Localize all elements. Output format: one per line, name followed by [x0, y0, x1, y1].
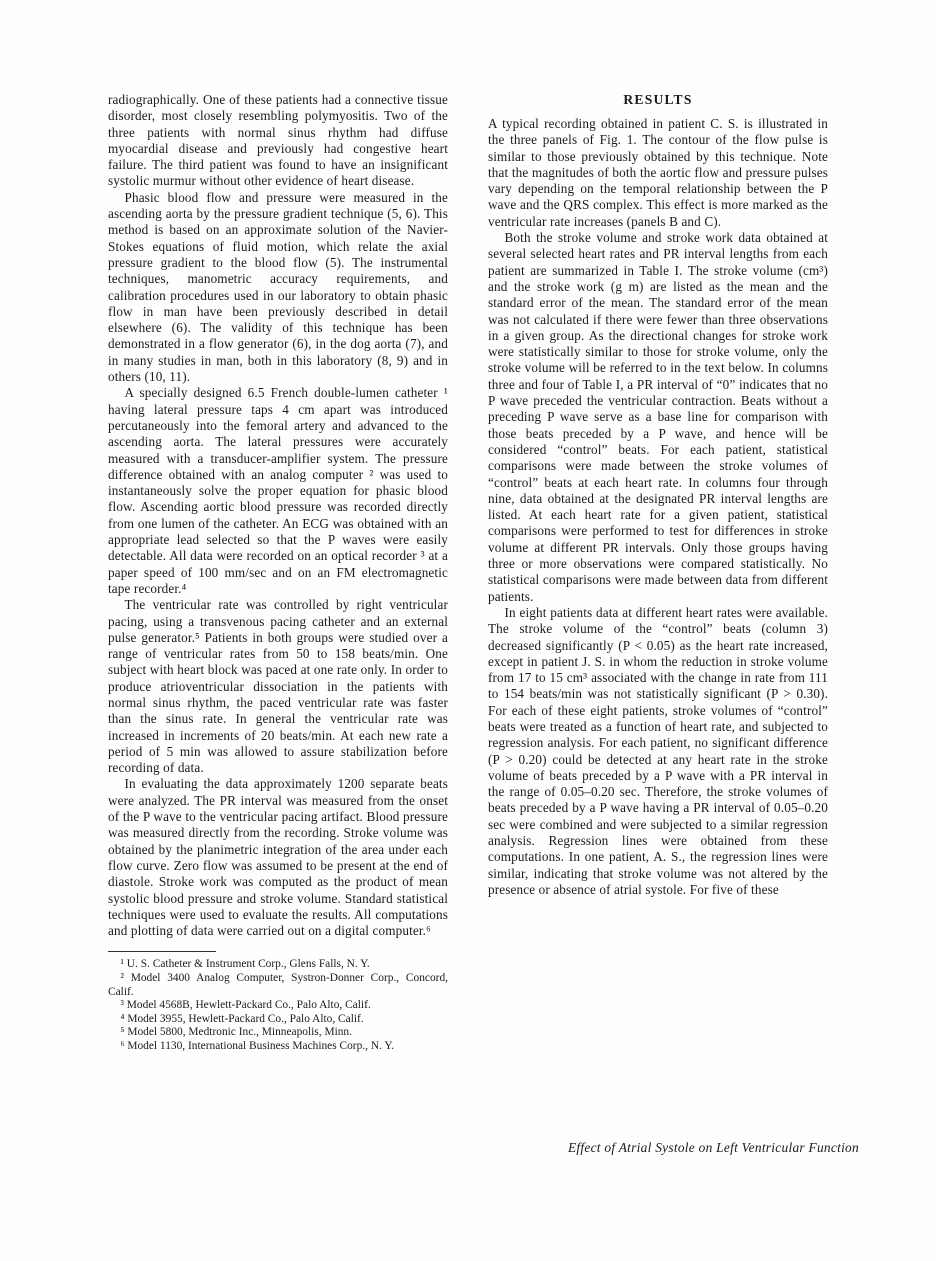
paragraph: A specially designed 6.5 French double-lumen catheter ¹ having lateral pressure taps 4 cm apart was introduced percutaneously into the femoral artery and advanced to the ascending aorta. The lateral pressures were accurately measured with a transducer-amplifier system. The pressure difference obtained with an analog computer ² was used to instantaneously solve the proper equation for phasic blood flow. Ascending aortic blood pressure was recorded directly from one lumen of the catheter. An ECG was obtained with an appropriate lead selected so that the P waves were easily detectable. All data were recorded on an optical recorder ³ at a paper speed of 100 mm/sec and on an FM electromagnetic tape recorder.⁴ — [108, 385, 448, 596]
left-column — [108, 92, 448, 1054]
paragraph: Both the stroke volume and stroke work data obtained at several selected heart rates and PR interval lengths from each patient are summarized in Table I. The stroke volume (cm³) and the stroke work (g m) are listed as the mean and the standard error of the mean. The standard error of the mean was not calculated if there were fewer than three observations in a given group. As the directional changes for stroke work were statistically similar to those for stroke volume, only the stroke volume will be referred to in the text below. In columns three and four of Table I, a PR interval of “0” indicates that no P wave preceded the ventricular contraction. Beats without a preceding P wave serve as a base line for comparison with those beats preceded by a P wave, and hence will be considered “control” beats. For each patient, statistical comparisons were made between the stroke volumes of “control” beats at each heart rate. In columns four through nine, data obtained at the designated PR interval lengths are listed. At each heart rate for a given patient, statistical comparisons were performed to test for differences in stroke volume at different PR intervals. Only those groups having three or more observations were compared statistically. No statistical comparisons were made between data from different patients. — [488, 230, 828, 604]
footnote-separator — [108, 951, 216, 952]
footnote-list — [108, 958, 448, 1053]
section-heading-results: RESULTS — [623, 92, 693, 107]
right-column — [488, 92, 828, 1054]
footnote-item: ¹ U. S. Catheter & Instrument Corp., Glens Falls, N. Y. — [120, 958, 370, 971]
paragraph: The ventricular rate was controlled by right ventricular pacing, using a transvenous pacing catheter and an external pulse generator.⁵ Patients in both groups were studied over a range of ventricular rates from 50 to 158 beats/min. One subject with heart block was paced at one rate only. In order to produce atrioventricular dissociation in the patients with normal sinus rhythm, the paced ventricular rate was faster than the sinus rate. In general the ventricular rate was increased in increments of 20 beats/min. At each new rate a period of 5 min was allowed to assure stabilization before recording of data. — [108, 597, 448, 776]
paragraph: Phasic blood flow and pressure were measured in the ascending aorta by the pressure gradient technique (5, 6). This method is based on an approximate solution of the Navier-Stokes equations of fluid motion, which relate the axial pressure gradient to the blood flow (5). The instrumental techniques, manometric accuracy requirements, and calibration procedures used in our laboratory to obtain phasic flow in man have been previously described in detail elsewhere (6). The validity of this technique has been demonstrated in a flow generator (6), in the dog aorta (7), and in many studies in man, both in this laboratory (8, 9) and in others (10, 11). — [108, 189, 448, 385]
paragraph: A typical recording obtained in patient C. S. is illustrated in the three panels of Fig. 1. The contour of the flow pulse is similar to those previously obtained by this technique. Note that the magnitudes of both the aortic flow and pressure pulses vary depending on the temporal relationship between the P wave and the QRS complex. This effect is more marked as the ventricular rate increases (panels B and C). — [488, 116, 828, 229]
footnote-item: ³ Model 4568B, Hewlett-Packard Co., Palo Alto, Calif. — [120, 999, 371, 1012]
running-footer: Effect of Atrial Systole on Left Ventricular Function — [567, 1140, 859, 1155]
paragraph: In eight patients data at different heart rates were available. The stroke volume of the “control” beats (column 3) decreased significantly (P < 0.05) as the heart rate increased, except in patient J. S. in whom the reduction in stroke volume from 17 to 15 cm³ associated with the change in rate from 111 to 154 beats/min was not statistically significant (P > 0.30). For each of these eight patients, stroke volumes of “control” beats were treated as a function of heart rate, and subjected to regression analysis. For each patient, no significant difference (P > 0.20) could be detected at any heart rate in the stroke volume of beats preceded by a P wave with a PR interval in the range of 0.05–0.20 sec. Therefore, the stroke volumes of beats preceded by a P wave having a PR interval of 0.05–0.20 sec were combined and were subjected to a similar regression analysis. Regression lines were obtained from these computations. In one patient, A. S., the regression lines were similar, indicating that stroke volume was not altered by the presence or absence of atrial systole. For five of these — [488, 604, 828, 897]
footnote-item: ⁵ Model 5800, Medtronic Inc., Minneapolis, Minn. — [120, 1026, 352, 1039]
footnote-item: ² Model 3400 Analog Computer, Systron-Donner Corp., Concord, Calif. — [108, 972, 448, 998]
paragraph: In evaluating the data approximately 1200 separate beats were analyzed. The PR interval was measured from the onset of the P wave to the ventricular pacing artifact. Blood pressure was measured directly from the recording. Stroke volume was obtained by the planimetric integration of the area under each flow curve. Zero flow was assumed to be present at the end of diastole. Stroke work was computed as the product of mean systolic blood pressure and stroke volume. Standard statistical techniques were used to evaluate the results. All computations and plotting of data were carried out on a digital computer.⁶ — [108, 776, 448, 939]
paragraph: radiographically. One of these patients had a connective tissue disorder, most closely resembling polymyositis. Two of the three patients with normal sinus rhythm had diffuse myocardial disease and previously had congestive heart failure. The third patient was found to have an insignificant systolic murmur without other evidence of heart disease. — [108, 92, 448, 189]
footnote-item: ⁶ Model 1130, International Business Machines Corp., N. Y. — [120, 1040, 394, 1052]
footnote-item: ⁴ Model 3955, Hewlett-Packard Co., Palo Alto, Calif. — [120, 1012, 364, 1025]
